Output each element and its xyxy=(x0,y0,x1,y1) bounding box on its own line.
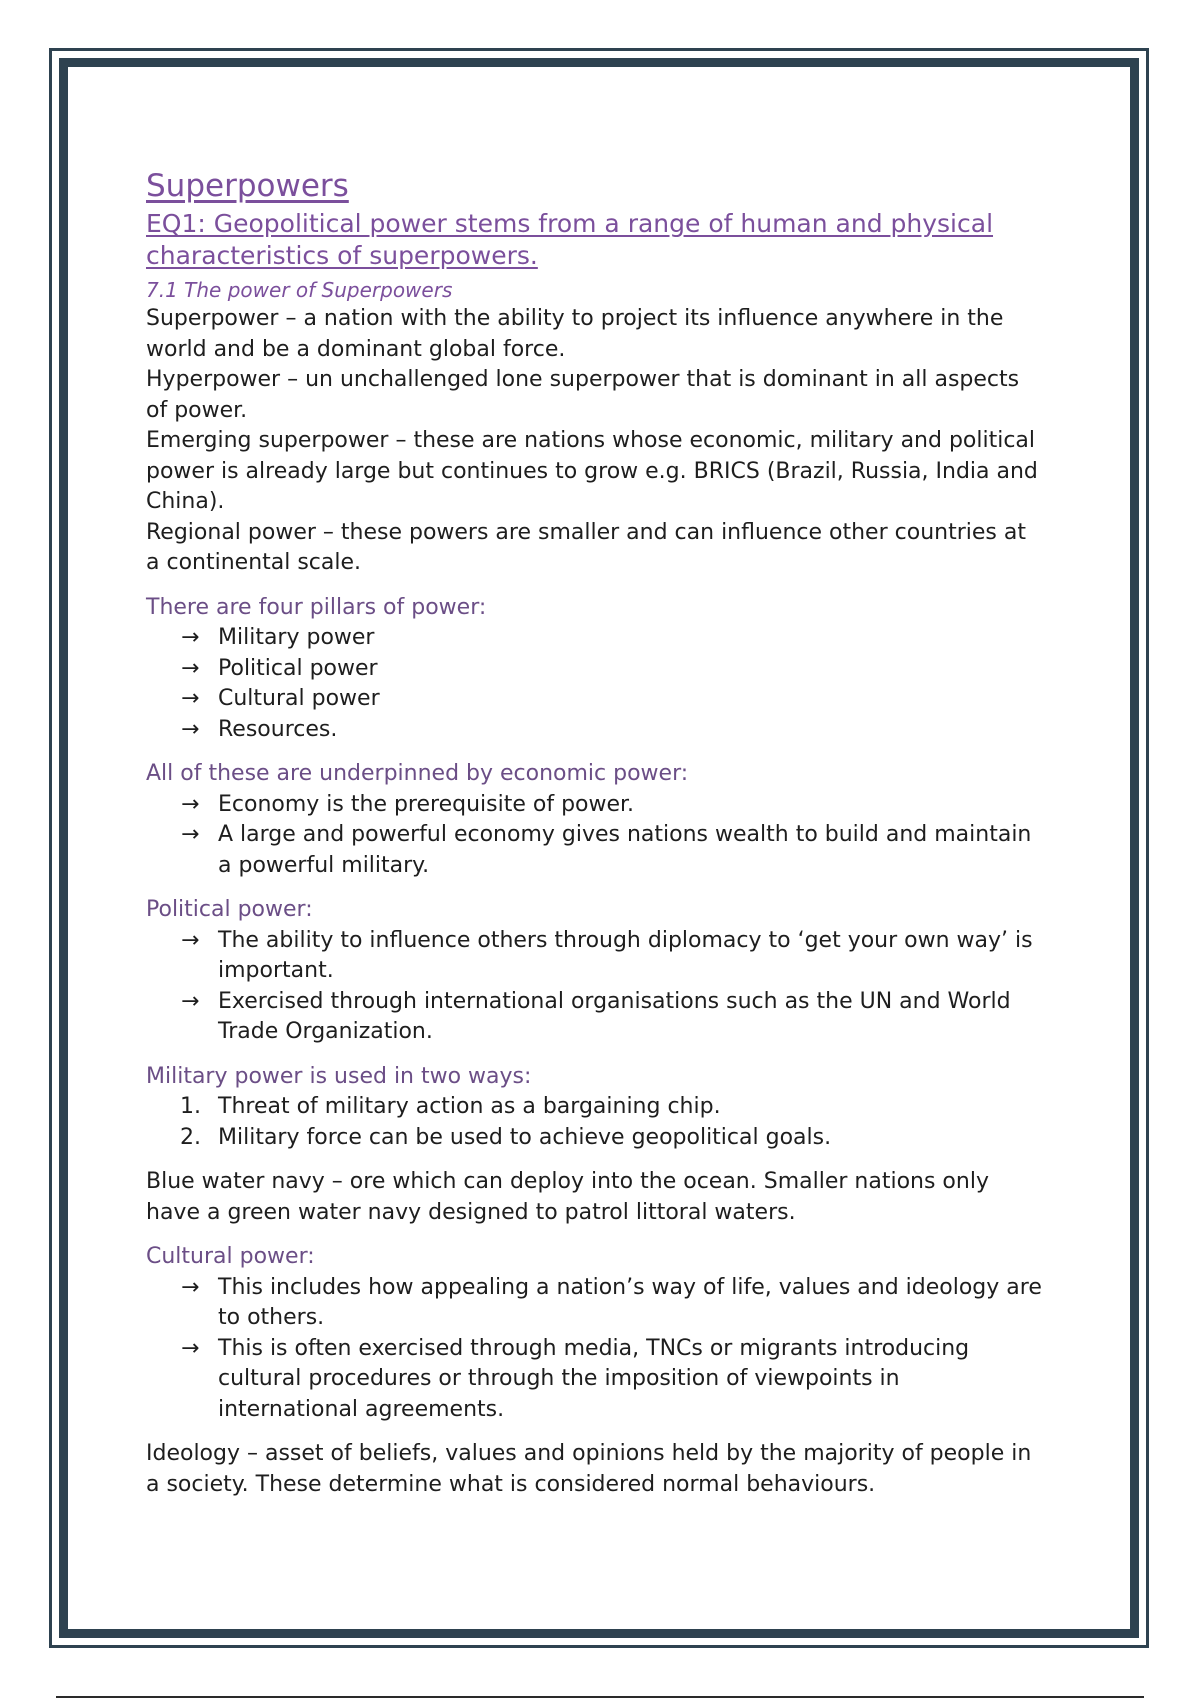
list-item xyxy=(146,1123,1046,1154)
blue-water-navy-paragraph: Blue water navy – ore which can deploy into the ocean. Smaller nations only have a green water navy designed to patrol littoral waters. xyxy=(146,1169,989,1225)
list-item xyxy=(146,1273,1046,1334)
political-list xyxy=(146,926,1046,1048)
list-item-text: This is often exercised through media, TNCs or migrants introducing cultural procedures or through the imposition of viewpoints in international agreements. xyxy=(218,1335,970,1422)
list-item-text: Exercised through international organisations such as the UN and World Trade Organization. xyxy=(218,988,1011,1044)
list-item-text: Political power xyxy=(218,655,378,681)
list-item-text: Military power xyxy=(218,625,375,650)
arrow-right-icon: → xyxy=(181,1335,200,1361)
ideology-paragraph: Ideology – asset of beliefs, values and opinions held by the majority of people in a society. These determine what is considered normal behaviours. xyxy=(146,1441,1032,1497)
arrow-right-icon: → xyxy=(181,716,200,742)
definition-hyperpower: Hyperpower – un unchallenged lone superpower that is dominant in all aspects of power. xyxy=(146,367,1020,423)
list-item xyxy=(146,820,1046,881)
list-item-text: A large and powerful economy gives nations wealth to build and maintain a powerful military. xyxy=(218,822,1032,878)
pillars-list xyxy=(146,623,1046,745)
page-bottom-divider xyxy=(56,1696,1144,1698)
eq-heading: EQ1: Geopolitical power stems from a range of human and physical characteristics of superpowers. xyxy=(146,209,994,270)
arrow-right-icon: → xyxy=(181,927,200,953)
definition-emerging-superpower: Emerging superpower – these are nations whose economic, military and political power is already large but continues to grow e.g. BRICS (Brazil, Russia, India and China). xyxy=(146,428,1038,514)
list-item xyxy=(146,790,1046,821)
list-number: 2. xyxy=(180,1124,201,1150)
list-item xyxy=(146,987,1046,1048)
arrow-right-icon: → xyxy=(181,686,200,711)
definition-regional-power: Regional power – these powers are smaller and can influence other countries at a continental scale. xyxy=(146,519,1026,575)
list-item xyxy=(146,623,1046,654)
list-item-text: This includes how appealing a nation’s way of life, values and ideology are to others. xyxy=(218,1274,1042,1330)
arrow-right-icon: → xyxy=(181,822,200,847)
list-item-text: Threat of military action as a bargaining chip. xyxy=(218,1094,721,1119)
economic-label: All of these are underpinned by economic power: xyxy=(146,761,689,786)
section-subheading: 7.1 The power of Superpowers xyxy=(146,278,453,302)
arrow-right-icon: → xyxy=(181,655,200,681)
military-label: Military power is used in two ways: xyxy=(146,1063,532,1089)
list-item xyxy=(146,1334,1046,1426)
economic-list xyxy=(146,790,1046,882)
document-title: Superpowers xyxy=(146,168,349,204)
list-item xyxy=(146,654,1046,685)
list-item-text: The ability to influence others through diplomacy to ‘get your own way’ is important. xyxy=(218,927,1033,983)
arrow-right-icon: → xyxy=(181,988,200,1014)
list-item-text: Cultural power xyxy=(218,686,380,711)
cultural-label: Cultural power: xyxy=(146,1244,315,1269)
military-list xyxy=(146,1092,1046,1153)
pillars-label: There are four pillars of power: xyxy=(146,594,487,620)
list-item-text: Economy is the prerequisite of power. xyxy=(218,791,635,817)
arrow-right-icon: → xyxy=(181,791,200,817)
list-number: 1. xyxy=(180,1094,201,1119)
list-item xyxy=(146,1092,1046,1123)
arrow-right-icon: → xyxy=(181,1274,200,1300)
political-label: Political power: xyxy=(146,897,313,922)
document-body xyxy=(146,166,1046,1500)
list-item xyxy=(146,926,1046,987)
list-item xyxy=(146,684,1046,715)
list-item-text: Military force can be used to achieve geopolitical goals. xyxy=(218,1124,832,1150)
arrow-right-icon: → xyxy=(181,625,200,650)
cultural-list xyxy=(146,1273,1046,1426)
list-item-text: Resources. xyxy=(218,716,338,742)
definition-superpower: Superpower – a nation with the ability to project its influence anywhere in the world and be a dominant global force. xyxy=(146,306,1004,362)
list-item xyxy=(146,715,1046,746)
